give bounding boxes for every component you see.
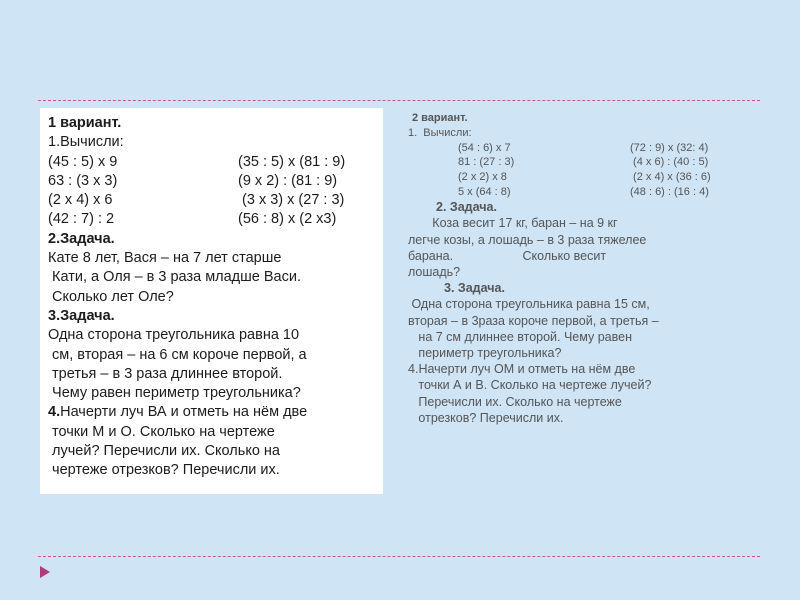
task-line: точки М и О. Сколько на чертеже <box>48 423 275 440</box>
variant-2-title: 2 вариант. <box>412 112 468 124</box>
calc-expression: (45 : 5) х 9 <box>48 153 118 170</box>
task-line <box>408 361 760 377</box>
variant-2-task2-title: 2. Задача. <box>436 200 497 215</box>
calc-row <box>458 155 760 170</box>
task-line: Одна сторона треугольника равна 15 см, <box>408 297 650 312</box>
task-line <box>48 403 375 422</box>
task-line: лошадь? <box>408 264 461 279</box>
task-line: вторая – в 3раза короче первой, а третья – <box>408 313 659 328</box>
calc-expression: (48 : 6) : (16 : 4) <box>630 185 709 198</box>
calc-row <box>48 172 375 191</box>
variant-1-task3-title: 3.Задача. <box>48 307 115 324</box>
task-line: Сколько лет Оле? <box>48 288 174 305</box>
variant-2-task4 <box>408 361 760 426</box>
variant-1-title: 1 вариант. <box>48 115 122 131</box>
task-line: периметр треугольника? <box>408 346 562 360</box>
task-line: Чему равен периметр треугольника? <box>48 385 301 402</box>
calc-expression: 81 : (27 : 3) <box>458 156 515 169</box>
calc-expression: (56 : 8) х (2 х3) <box>238 211 337 228</box>
task-line: Кати, а Оля – в 3 раза младше Васи. <box>48 269 301 286</box>
variant-1-task2-text <box>48 249 375 307</box>
play-arrow-icon[interactable] <box>40 566 50 578</box>
variant-1-task2-title: 2.Задача. <box>48 230 115 247</box>
calc-row <box>458 141 760 156</box>
calc-expression: (4 х 6) : (40 : 5) <box>630 156 709 169</box>
variant-1-task3-text <box>48 326 375 403</box>
calc-expression: (35 : 5) х (81 : 9) <box>238 153 346 170</box>
calc-expression: (42 : 7) : 2 <box>48 211 115 228</box>
variant-2-task2-text <box>408 215 760 280</box>
task-line: лучей? Перечисли их. Сколько на <box>48 443 280 460</box>
variant-1-calc-list <box>48 153 375 230</box>
calc-expression: (9 х 2) : (81 : 9) <box>238 172 338 189</box>
calc-expression: (2 х 2) х 8 <box>458 170 507 183</box>
task-line: чертеже отрезков? Перечисли их. <box>48 462 280 479</box>
calc-expression: (2 х 4) х 6 <box>48 192 113 209</box>
variant-1-task1-label: 1.Вычисли: <box>48 134 124 151</box>
variant-2-block <box>408 110 760 460</box>
bottom-dashed-divider <box>38 556 760 557</box>
calc-expression: (54 : 6) х 7 <box>458 141 511 154</box>
task-line: легче козы, а лошадь – в 3 раза тяжелее <box>408 232 647 247</box>
calc-expression: (3 х 3) х (27 : 3) <box>238 192 345 209</box>
variant-1-card <box>40 108 383 494</box>
calc-expression: 5 х (64 : 8) <box>458 185 511 198</box>
variant-1-task4 <box>48 403 375 480</box>
top-dashed-divider <box>38 100 760 101</box>
task-line: Одна сторона треугольника равна 10 <box>48 327 300 344</box>
calc-row <box>48 191 375 210</box>
task-line: Коза весит 17 кг, баран – на 9 кг <box>408 216 618 231</box>
calc-row <box>48 210 375 229</box>
task-line: Кате 8 лет, Вася – на 7 лет старше <box>48 250 282 267</box>
variant-2-task1-label: 1. Вычисли: <box>408 127 472 140</box>
task4-number: 4. <box>48 404 61 421</box>
task-line: третья – в 3 раза длиннее второй. <box>48 365 283 382</box>
task-line: барана. Сколько весит <box>408 248 607 263</box>
task4-number: 4. <box>408 362 419 377</box>
variant-2-calc-list <box>408 141 760 199</box>
task-line: точки А и В. Сколько на чертеже лучей? <box>408 378 652 393</box>
task-line: отрезков? Перечисли их. <box>408 410 564 425</box>
calc-expression: 63 : (3 х 3) <box>48 172 118 189</box>
calc-expression: (2 х 4) х (36 : 6) <box>630 170 711 183</box>
task-line: Перечисли их. Сколько на чертеже <box>408 394 622 409</box>
calc-expression: (72 : 9) х (32: 4) <box>630 141 709 154</box>
task4-first-line: Начерти луч ОМ и отметь на нём две <box>418 362 636 377</box>
task-line: на 7 см длиннее второй. Чему равен <box>408 329 632 344</box>
task4-first-line: Начерти луч ВА и отметь на нём две <box>60 404 308 421</box>
calc-row <box>48 153 375 172</box>
variant-2-task3-title: 3. Задача. <box>444 281 505 296</box>
calc-row <box>458 185 760 200</box>
calc-row <box>458 170 760 185</box>
variant-2-task3-text <box>408 296 760 361</box>
task-line: см, вторая – на 6 см короче первой, а <box>48 346 307 363</box>
